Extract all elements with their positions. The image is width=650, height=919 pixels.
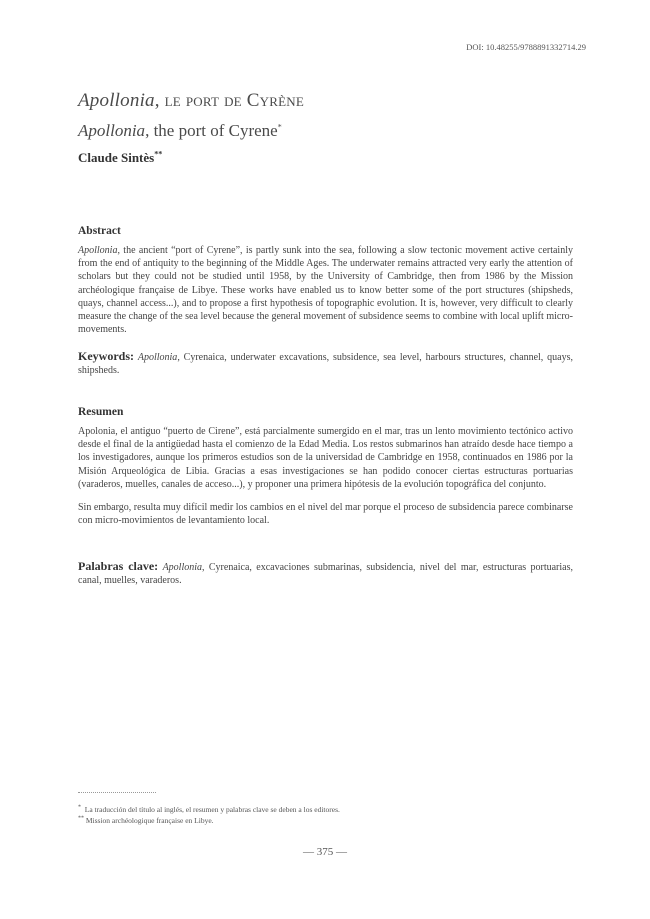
palabras-section [78, 560, 573, 587]
footnote-2-mark: ** [78, 815, 84, 822]
title-french [78, 90, 304, 112]
footnote-separator [78, 792, 156, 793]
title-footnote-mark: * [277, 122, 282, 132]
title-english-rest: , the port of Cyrene [145, 121, 278, 140]
abstract-body: , the ancient “port of Cyrene”, is partly sunk into the sea, following a slow tectonic movement active certainly from the end of antiquity to the beginning of the Middle Ages. The underwater remains attracted very early the attention of scholars but they could not be studied until 1958, by the University of Cambridge, then from 1986 by the Mission archéologique française de Libye. These works have enabled us to know better some of the port structures (shipsheds, quays, channel access...), and to propose a first hypothesis of topographic evolution. It is, however, very difficult to clearly measure the change of the sea level because the general movement of subsidence seems to combine with local uplift micro-movements. [78, 245, 573, 336]
author [78, 150, 162, 166]
footnote-2-text: Mission archéologique française en Libye. [85, 816, 214, 825]
title-french-italic: Apollonia [78, 90, 155, 111]
doi: DOI: 10.48255/9788891332714.29 [466, 42, 586, 52]
author-name: Claude Sintès [78, 150, 155, 165]
title-french-rest-a: , le port de [154, 90, 247, 111]
resumen-section [78, 406, 573, 527]
footnote-1-mark: * [78, 804, 81, 811]
keywords-body: , Cyrenaica, underwater excavations, subsidence, sea level, harbours structures, channel, quays, shipsheds. [78, 352, 573, 377]
abstract-text [78, 244, 573, 336]
footnote-2 [78, 816, 214, 825]
palabras-label: Palabras clave: [78, 559, 159, 573]
page-number: — 375 — [303, 846, 347, 858]
title-english [78, 121, 282, 141]
keywords-text [78, 350, 573, 377]
palabras-body: , Cyrenaica, excavaciones submarinas, subsidencia, nivel del mar, estructuras portuarias, canal, muelles, varaderos. [78, 562, 573, 587]
title-french-rest-b: Cyrène [246, 90, 304, 111]
keywords-label: Keywords: [78, 349, 134, 363]
abstract-section [78, 225, 573, 336]
resumen-paragraph-2: Sin embargo, resulta muy difícil medir los cambios en el nivel del mar porque el proceso de subsidencia parece combinarse con micro-movimientos de levantamiento local. [78, 502, 573, 527]
abstract-italic-lead: Apollonia [78, 245, 118, 256]
author-footnote-mark: ** [154, 149, 163, 159]
palabras-italic-lead: Apollonia [162, 562, 203, 573]
title-english-italic: Apollonia [78, 121, 146, 140]
resumen-paragraph-1: Apolonia, el antiguo “puerto de Cirene”, está parcialmente sumergido en el mar, tras un lento movimiento tectónico activo desde el final de la antigüedad hasta el comienzo de la Edad Media. Los restos submarinos han atraído desde hace tiempo a los investigadores, aunque los primeros estudios son de la universidad de Cambridge en 1958, continuados en 1986 por la Misión Arqueológica de Libia. Gracias a esas investigaciones se han podido conocer ciertas estructuras portuarias (varaderos, muelles, canales de acceso...), y proponer una primera hipótesis de la evolución topográfica del conjunto. [78, 426, 573, 490]
keywords-italic-lead: Apollonia [137, 352, 178, 363]
footnote-1 [78, 805, 340, 814]
resumen-heading: Resumen [78, 406, 124, 418]
keywords-section [78, 350, 573, 377]
footnote-1-text: La traducción del título al inglés, el resumen y palabras clave se deben a los editores. [84, 805, 340, 814]
palabras-text [78, 560, 573, 587]
abstract-heading: Abstract [78, 225, 121, 237]
